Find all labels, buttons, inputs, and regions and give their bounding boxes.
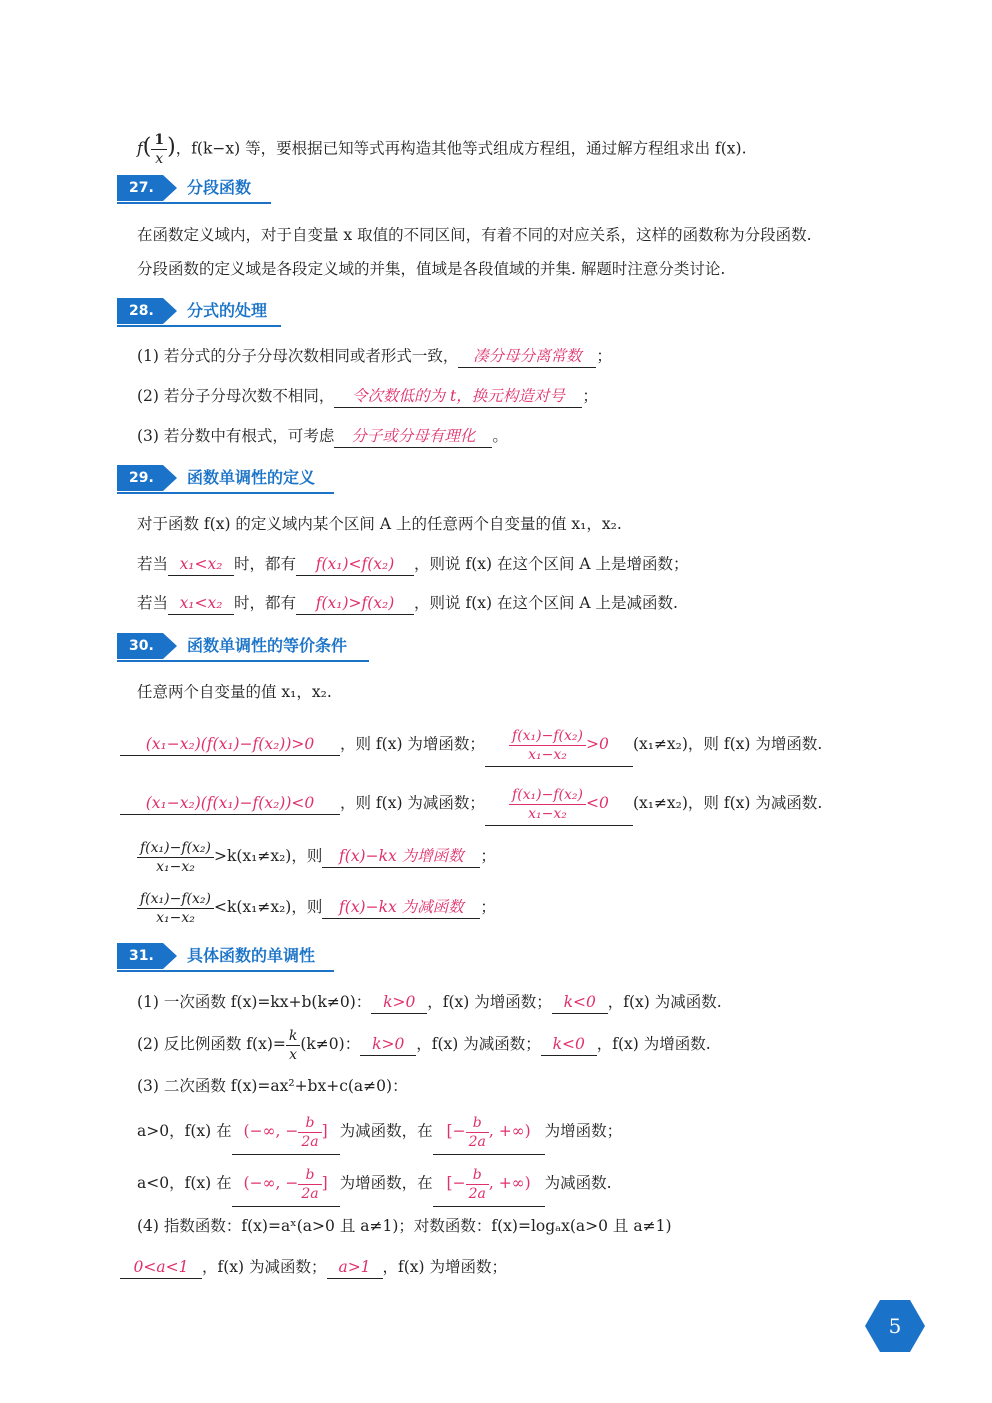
text: 若当 <box>137 594 169 612</box>
text: ，则 f(x) 为增函数； <box>340 735 485 753</box>
s29-line-3 <box>137 592 678 615</box>
text: ； <box>480 847 496 865</box>
answer-blank: f(x₁)<f(x₂) <box>296 553 414 576</box>
text: >k(x₁≠x₂)，则 <box>213 847 323 865</box>
section-title: 函数单调性的定义 <box>187 468 316 487</box>
s27-paragraph-2: 分段函数的定义域是各段定义域的并集，值域是各段值域的并集. 解题时注意分类讨论. <box>137 260 726 278</box>
s31-line-5 <box>137 1160 612 1207</box>
text: (x₁≠x₂)，则 f(x) 为减函数. <box>632 794 823 812</box>
text: 为增函数； <box>544 1122 623 1140</box>
s28-line-1 <box>137 345 612 368</box>
section-number: 29. <box>117 465 163 491</box>
text: (3) 若分数中有根式，可考虑 <box>137 427 335 445</box>
s31-line-1 <box>137 991 722 1014</box>
answer-fraction: $\frac{\text{f(x₁)−f(x₂)}}{\text{x₁−x₂}}$ <box>509 786 586 823</box>
text: ，f(x) 为增函数； <box>427 993 552 1011</box>
section-arrow-icon <box>163 298 177 324</box>
answer-blank: 凑分母分离常数 <box>458 345 596 368</box>
s31-line-6: (4) 指数函数：f(x)=aˣ(a>0 且 a≠1)；对数函数：f(x)=logₐx(a>0 且 a≠1) <box>137 1217 672 1235</box>
answer-blank: [− $\frac{b}{2a}$ , +∞) <box>433 1160 545 1207</box>
section-arrow-icon <box>163 465 177 491</box>
answer-blank: k<0 <box>541 1033 597 1056</box>
section-arrow-icon <box>163 175 177 201</box>
text: 时，都有 <box>234 594 297 612</box>
answer-relation: >0 <box>585 735 609 753</box>
answer-blank: k<0 <box>552 991 608 1014</box>
text: (2) 若分子分母次数不相同， <box>137 387 335 405</box>
text: (1) 一次函数 f(x)=kx+b(k≠0)： <box>137 993 372 1011</box>
text: ，f(x) 为增函数； <box>382 1258 507 1276</box>
answer-blank: (−∞, − $\frac{b}{2a}$ ] <box>232 1160 340 1207</box>
s31-line-3: (3) 二次函数 f(x)=ax²+bx+c(a≠0)： <box>137 1077 408 1095</box>
text: ，f(x) 为减函数. <box>607 993 722 1011</box>
section-title: 分段函数 <box>187 178 252 197</box>
section-title: 分式的处理 <box>187 301 268 320</box>
text: ，则说 f(x) 在这个区间 A 上是减函数. <box>414 594 678 612</box>
text: 为减函数，在 <box>339 1122 433 1140</box>
section-rule <box>117 660 369 662</box>
text: (x₁≠x₂)，则 f(x) 为增函数. <box>632 735 823 753</box>
fraction: $\frac{\text{f(x₁)−f(x₂)}}{\text{x₁−x₂}}$ <box>137 839 214 876</box>
answer-blank <box>485 722 633 767</box>
s28-line-2 <box>137 385 598 408</box>
text: 。 <box>492 427 508 445</box>
section-rule <box>117 970 334 972</box>
text: ； <box>480 898 496 916</box>
section-number: 30. <box>117 633 163 659</box>
text: ，则 f(x) 为减函数； <box>340 794 485 812</box>
section-rule <box>117 202 271 204</box>
answer-blank: 令次数低的为 t，换元构造对号 <box>334 385 582 408</box>
text: (1) 若分式的分子分母次数相同或者形式一致， <box>137 347 459 365</box>
answer-blank <box>485 781 633 826</box>
s31-line-4 <box>137 1108 622 1155</box>
answer-blank: f(x)−kx 为增函数 <box>322 845 480 868</box>
text: <k(x₁≠x₂)，则 <box>213 898 323 916</box>
s27-paragraph-1: 在函数定义域内，对于自变量 x 取值的不同区间，有着不同的对应关系，这样的函数称为分段函数. <box>137 226 812 244</box>
section-number: 31. <box>117 943 163 969</box>
page-number: 5 <box>888 1314 902 1338</box>
section-title: 函数单调性的等价条件 <box>187 636 348 655</box>
section-rule <box>117 492 334 494</box>
text: (k≠0)： <box>300 1035 361 1053</box>
answer-fraction: $\frac{\text{f(x₁)−f(x₂)}}{\text{x₁−x₂}}$ <box>509 727 586 764</box>
text: ，则说 f(x) 在这个区间 A 上是增函数； <box>414 555 689 573</box>
text: 若当 <box>137 555 169 573</box>
text: a>0，f(x) 在 <box>137 1122 232 1140</box>
answer-blank: [− $\frac{b}{2a}$ , +∞) <box>433 1108 545 1155</box>
section-number: 28. <box>117 298 163 324</box>
section-arrow-icon <box>163 943 177 969</box>
answer-blank: f(x)−kx 为减函数 <box>322 896 480 919</box>
intro-text: ，f(k−x) 等，要根据已知等式再构造其他等式组成方程组，通过解方程组求出 f(x). <box>175 139 747 158</box>
answer-blank: x₁<x₂ <box>168 592 234 615</box>
s30-row-3 <box>137 836 496 876</box>
text: a<0，f(x) 在 <box>137 1174 232 1192</box>
answer-blank: x₁<x₂ <box>168 553 234 576</box>
s30-row-4 <box>137 887 496 927</box>
answer-relation: <0 <box>585 794 609 812</box>
answer-blank: 分子或分母有理化 <box>334 425 492 448</box>
fraction: $\frac{k}{x}$ <box>286 1027 300 1064</box>
s31-line-2 <box>137 1024 711 1064</box>
text: 时，都有 <box>234 555 297 573</box>
fraction: $\frac{\text{f(x₁)−f(x₂)}}{\text{x₁−x₂}}$ <box>137 890 214 927</box>
section-number: 27. <box>117 175 163 201</box>
text: ，f(x) 为减函数； <box>202 1258 327 1276</box>
s29-line-2 <box>137 553 689 576</box>
section-title: 具体函数的单调性 <box>187 946 316 965</box>
text: ； <box>596 347 612 365</box>
s30-line-1: 任意两个自变量的值 x₁，x₂. <box>137 683 332 701</box>
s28-line-3 <box>137 425 508 448</box>
section-rule <box>117 325 281 327</box>
text: ，f(x) 为减函数； <box>416 1035 541 1053</box>
intro-line: f( $\frac{1}{x}$ )，f(k−x) 等，要根据已知等式再构造其他等式组成方程组，通过解方程组求出 f(x). <box>137 132 747 167</box>
answer-blank: k>0 <box>371 991 427 1014</box>
answer-blank: (x₁−x₂)(f(x₁)−f(x₂))>0 <box>120 733 340 756</box>
s31-line-7 <box>120 1256 507 1279</box>
s30-row-2 <box>120 781 822 826</box>
section-arrow-icon <box>163 633 177 659</box>
answer-blank: 0<a<1 <box>120 1256 202 1279</box>
s30-row-1 <box>120 722 822 767</box>
answer-blank: k>0 <box>360 1033 416 1056</box>
text: (2) 反比例函数 f(x)= <box>137 1035 286 1053</box>
answer-blank: (−∞, − $\frac{b}{2a}$ ] <box>232 1108 340 1155</box>
answer-blank: (x₁−x₂)(f(x₁)−f(x₂))<0 <box>120 792 340 815</box>
answer-blank: a>1 <box>327 1256 383 1279</box>
intro-fraction: $\frac{1}{x}$ <box>151 131 167 168</box>
text: ，f(x) 为增函数. <box>596 1035 711 1053</box>
text: 为增函数，在 <box>339 1174 433 1192</box>
text: ； <box>582 387 598 405</box>
s29-line-1: 对于函数 f(x) 的定义域内某个区间 A 上的任意两个自变量的值 x₁，x₂. <box>137 515 622 533</box>
answer-blank: f(x₁)>f(x₂) <box>296 592 414 615</box>
text: 为减函数. <box>544 1174 612 1192</box>
